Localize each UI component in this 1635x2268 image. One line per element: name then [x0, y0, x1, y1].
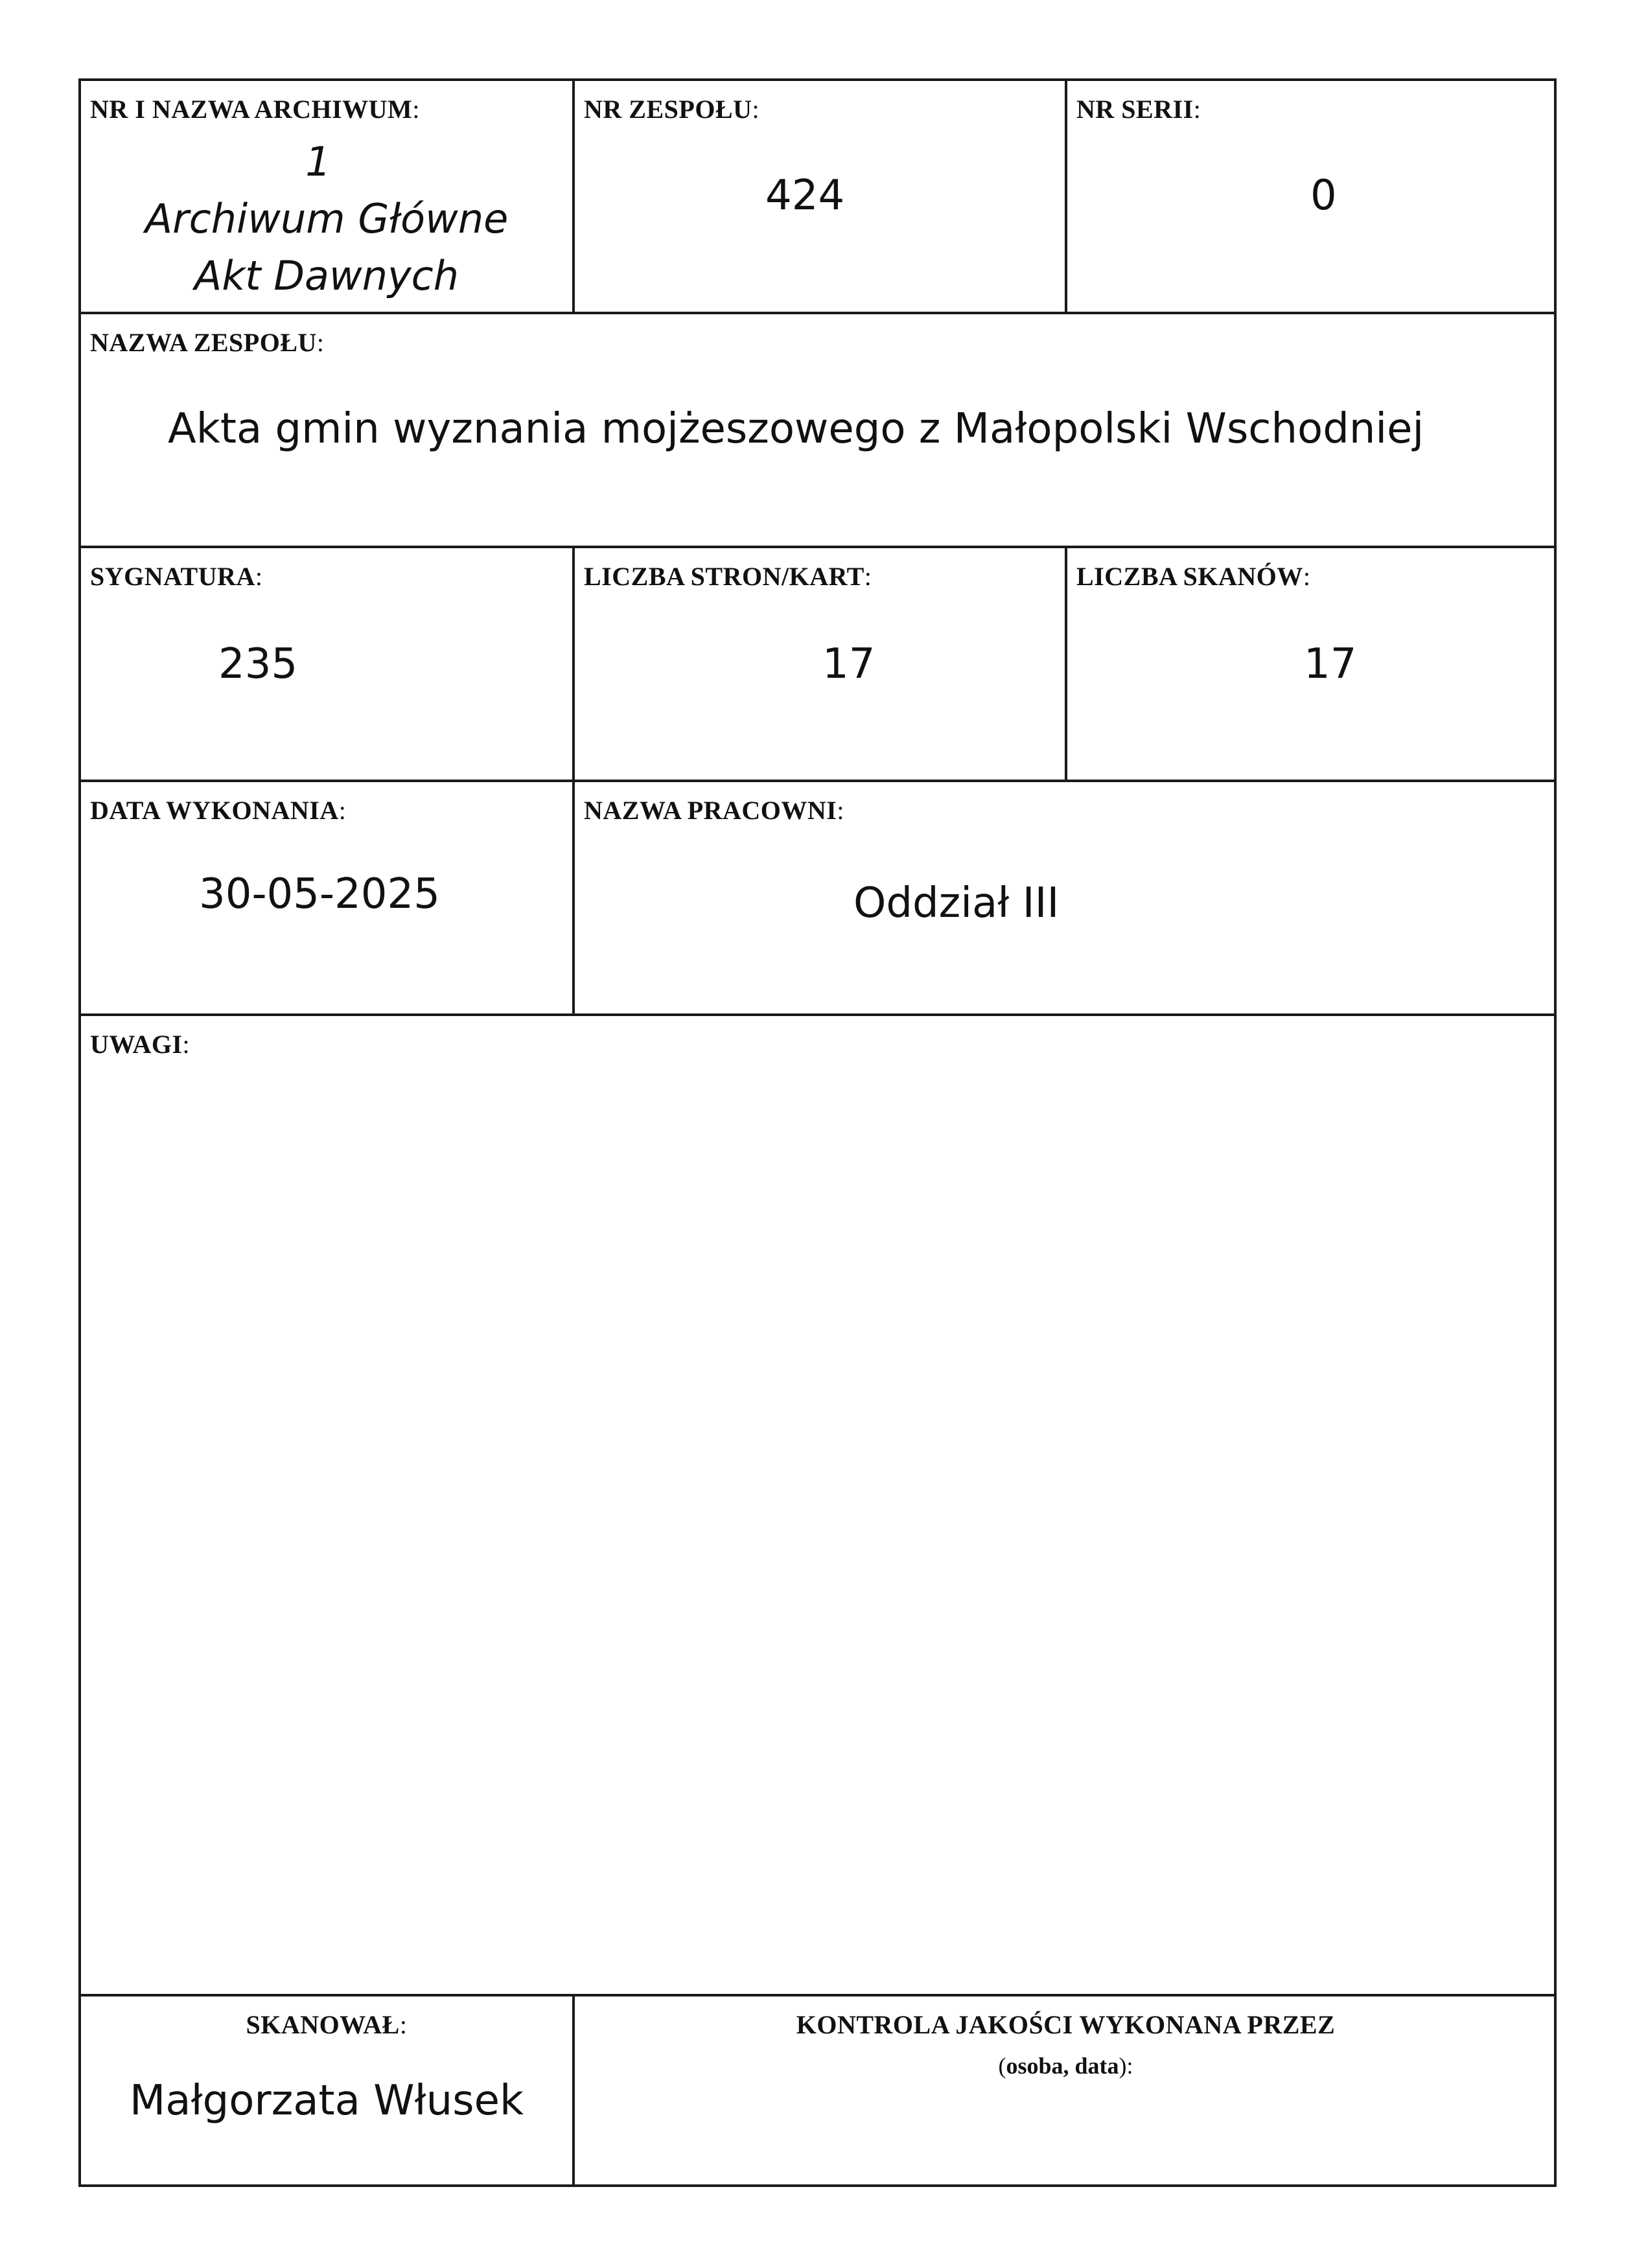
fond-name-value: Akta gmin wyznania mojżeszowego z Małopolski Wschodniej	[168, 405, 1424, 453]
fond-number-value: 424	[765, 172, 845, 220]
quality-control-cell	[575, 1996, 1557, 2187]
notes-cell	[81, 1016, 1557, 1994]
pages-count-value: 17	[822, 640, 875, 688]
fond-name-label: NAZWA ZESPOŁU:	[90, 328, 325, 357]
series-number-value: 0	[1310, 172, 1337, 220]
fond-number-cell	[575, 81, 1065, 312]
scanned-by-label: SKANOWAŁ:	[246, 2010, 408, 2039]
pages-count-label: LICZBA STRON/KART:	[584, 562, 872, 591]
archive-name-line1: Archiwum Główne	[145, 195, 509, 242]
archive-number: 1	[305, 138, 331, 185]
date-made-cell	[81, 782, 572, 1013]
scanned-by-cell	[81, 1996, 572, 2187]
scans-count-label: LICZBA SKANÓW:	[1076, 562, 1311, 591]
metadata-form	[78, 78, 1557, 2187]
archive-name-line2: Akt Dawnych	[194, 252, 459, 299]
signature-cell	[81, 548, 572, 780]
fond-name-cell	[81, 314, 1557, 546]
signature-label: SYGNATURA:	[90, 562, 263, 591]
archive-label: NR I NAZWA ARCHIWUM:	[90, 95, 420, 124]
workshop-cell	[575, 782, 1557, 1013]
fond-number-label: NR ZESPOŁU:	[584, 95, 760, 124]
series-number-label: NR SERII:	[1076, 95, 1201, 124]
date-made-label: DATA WYKONANIA:	[90, 796, 347, 825]
series-number-cell	[1067, 81, 1557, 312]
pages-count-cell	[575, 548, 1065, 780]
signature-value: 235	[218, 640, 298, 688]
workshop-label: NAZWA PRACOWNI:	[584, 796, 844, 825]
scanned-by-value: Małgorzata Włusek	[130, 2077, 524, 2125]
scans-count-value: 17	[1304, 640, 1357, 688]
date-made-value: 30-05-2025	[199, 870, 440, 918]
quality-control-label: KONTROLA JAKOŚCI WYKONANA PRZEZ	[796, 2010, 1336, 2039]
workshop-value: Oddział III	[853, 879, 1060, 927]
quality-control-sublabel: (osoba, data):	[998, 2053, 1133, 2079]
notes-label: UWAGI:	[90, 1030, 191, 1059]
archive-cell	[81, 81, 572, 312]
scans-count-cell	[1067, 548, 1557, 780]
